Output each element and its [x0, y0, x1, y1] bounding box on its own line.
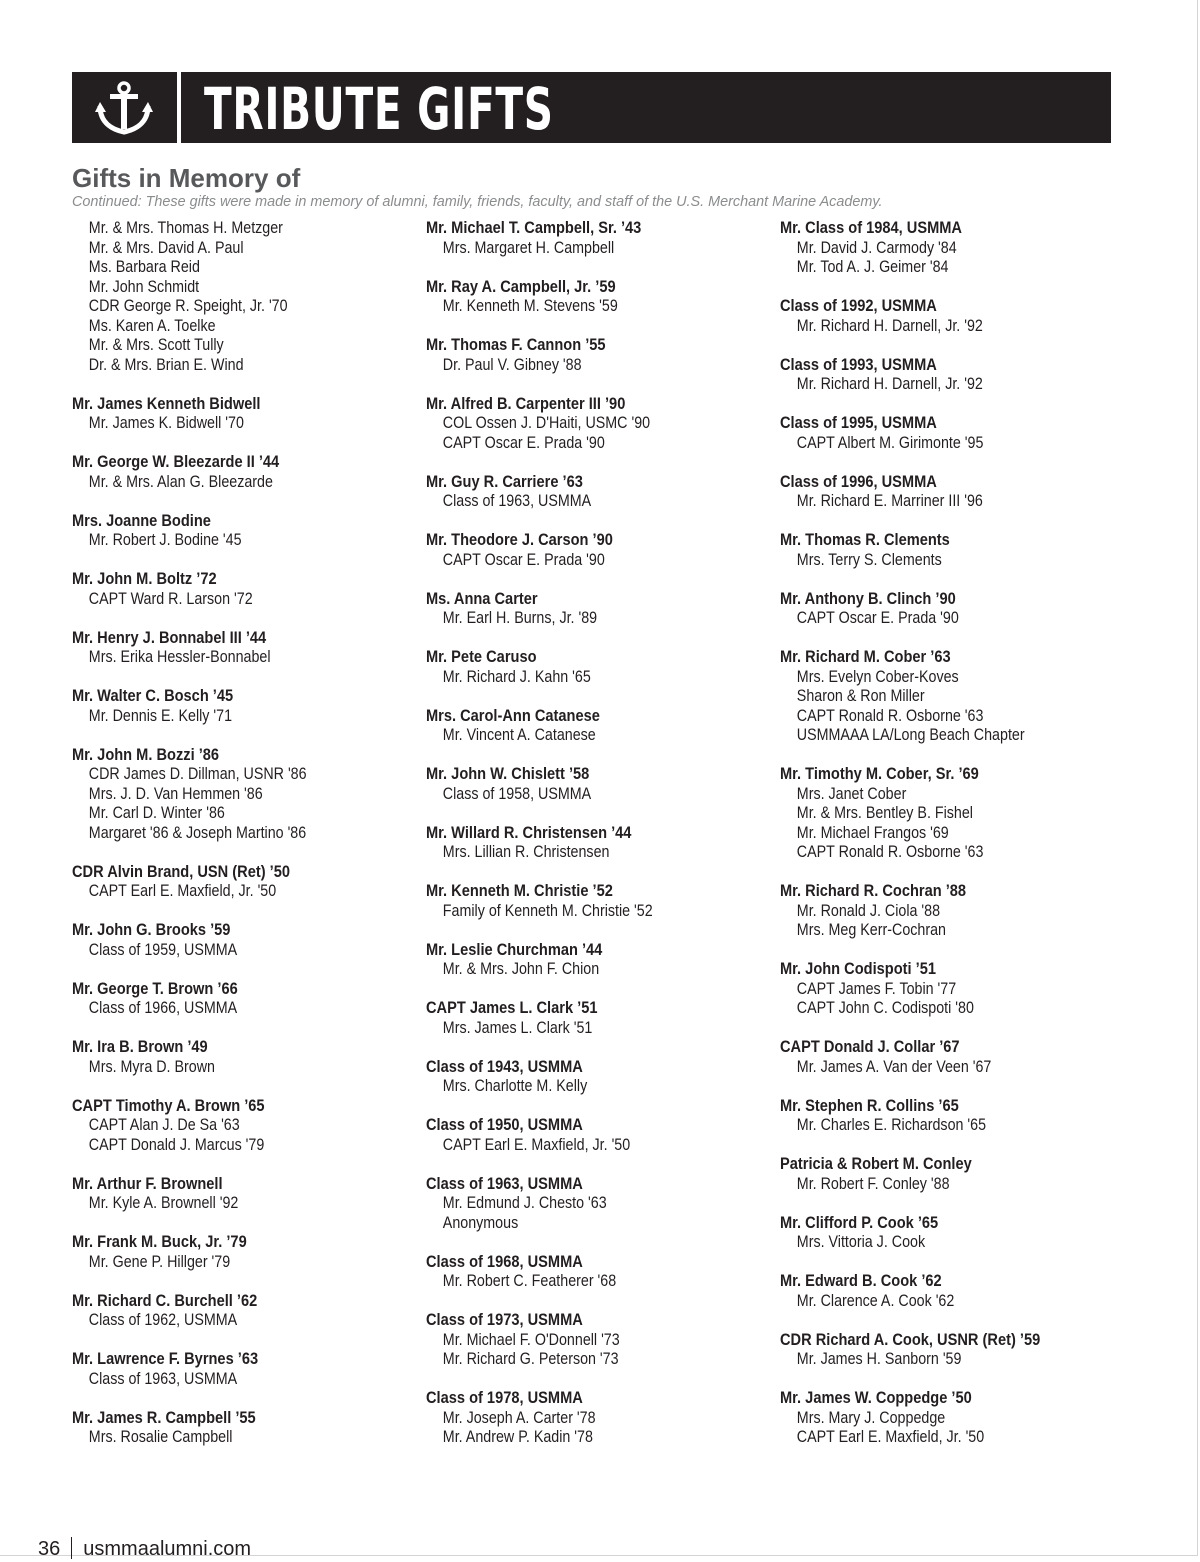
- tribute-entry: [780, 1096, 1120, 1135]
- honoree-name: Mr. Richard R. Cochran ’88: [780, 881, 967, 900]
- donor-name: CDR George R. Speight, Jr. '70: [88, 296, 288, 315]
- donor-name: CAPT Ronald R. Osborne '63: [796, 842, 984, 861]
- donor-name: Mrs. Terry S. Clements: [796, 549, 942, 569]
- honoree-name: CAPT Donald J. Collar ’67: [780, 1037, 960, 1056]
- tribute-entry: [426, 1174, 766, 1233]
- donor-name: Mr. Charles E. Richardson '65: [796, 1115, 987, 1134]
- honoree-name: CDR Alvin Brand, USN (Ret) ’50: [72, 861, 290, 881]
- tribute-entry: [426, 998, 766, 1037]
- donor-name: CAPT Alan J. De Sa '63: [88, 1115, 240, 1134]
- donor-name: Mr. Dennis E. Kelly '71: [88, 705, 233, 725]
- donor-name: COL Ossen J. D'Haiti, USMC '90: [442, 413, 651, 432]
- donor-name: CAPT Albert M. Girimonte '95: [796, 432, 984, 452]
- tribute-entry: [426, 823, 766, 862]
- honoree-name: Mr. James W. Coppedge ’50: [780, 1388, 972, 1407]
- column-3: [780, 218, 1120, 1466]
- honoree-name: Mr. Edward B. Cook ’62: [780, 1271, 942, 1290]
- honoree-name: Ms. Anna Carter: [426, 588, 538, 608]
- footer-website: usmmaalumni.com: [83, 1538, 252, 1560]
- donor-name: Mr. & Mrs. Thomas H. Metzger: [88, 218, 283, 237]
- honoree-name: Mr. Richard M. Cober ’63: [780, 647, 951, 666]
- tribute-entry: [72, 569, 412, 608]
- footer-divider: [71, 1537, 72, 1559]
- donor-name: Mr. Robert F. Conley '88: [796, 1173, 950, 1193]
- donor-name: Class of 1958, USMMA: [442, 783, 592, 803]
- donor-name: Dr. Paul V. Gibney '88: [442, 354, 582, 374]
- donor-name: Mr. & Mrs. Scott Tully: [88, 335, 224, 354]
- donor-name: Mr. Michael F. O'Donnell '73: [442, 1329, 620, 1349]
- tribute-entry: [426, 1252, 766, 1291]
- tribute-entry: [72, 628, 412, 667]
- donor-name: Class of 1962, USMMA: [88, 1310, 238, 1329]
- tribute-entry: [72, 394, 412, 433]
- honoree-name: Class of 1995, USMMA: [780, 413, 937, 432]
- tribute-entry: [72, 686, 412, 725]
- tribute-entry: [780, 296, 1120, 335]
- donor-name: Class of 1963, USMMA: [88, 1368, 238, 1388]
- donor-name: Mr. Kenneth M. Stevens '59: [442, 296, 618, 315]
- donor-name: Mr. Earl H. Burns, Jr. '89: [442, 608, 598, 627]
- donor-name: Mr. Michael Frangos '69: [796, 822, 949, 842]
- tribute-entry: [780, 1271, 1120, 1310]
- tribute-entry: [780, 413, 1120, 452]
- honoree-name: Mr. John W. Chislett ’58: [426, 764, 590, 783]
- page-banner: [72, 72, 1111, 143]
- honoree-name: Mr. George W. Bleezarde II ’44: [72, 452, 280, 471]
- honoree-name: Mr. Lawrence F. Byrnes ’63: [72, 1349, 259, 1368]
- honoree-name: Class of 1973, USMMA: [426, 1310, 583, 1329]
- tribute-entry: [426, 335, 766, 374]
- donor-name: USMMAAA LA/Long Beach Chapter: [796, 725, 1025, 744]
- donor-name: Mrs. Vittoria J. Cook: [796, 1232, 926, 1251]
- donor-name: CAPT James F. Tobin '77: [796, 978, 957, 998]
- donor-name: Class of 1966, USMMA: [88, 998, 238, 1017]
- tribute-entry: [780, 530, 1120, 569]
- donor-name: CAPT Oscar E. Prada '90: [442, 549, 605, 569]
- donor-name: Mr. Vincent A. Catanese: [442, 725, 596, 744]
- donor-name: Mr. & Mrs. Bentley B. Fishel: [796, 803, 973, 822]
- tribute-entry: [780, 355, 1120, 394]
- donor-name: CAPT Earl E. Maxfield, Jr. '50: [88, 881, 277, 900]
- tribute-entry: [426, 394, 766, 453]
- donor-name: Mr. Kyle A. Brownell '92: [88, 1193, 239, 1212]
- donor-name: CDR James D. Dillman, USNR '86: [88, 764, 307, 783]
- tribute-entry: [72, 745, 412, 843]
- honoree-name: Mr. Class of 1984, USMMA: [780, 218, 962, 237]
- honoree-name: Mr. Pete Caruso: [426, 647, 537, 666]
- tribute-entry: [72, 511, 412, 550]
- tribute-entry: [72, 1291, 412, 1330]
- page-number: 36: [38, 1538, 61, 1560]
- donor-name: Class of 1963, USMMA: [442, 491, 592, 510]
- donor-name: CAPT John C. Codispoti '80: [796, 998, 974, 1017]
- tribute-entry: [780, 764, 1120, 862]
- tribute-entry: [780, 959, 1120, 1018]
- donor-name: Mrs. James L. Clark '51: [442, 1017, 593, 1037]
- tribute-entry: [72, 1232, 412, 1271]
- honoree-name: Mrs. Joanne Bodine: [72, 510, 211, 530]
- honoree-name: Mr. Ray A. Campbell, Jr. ’59: [426, 276, 616, 296]
- donor-name: Mr. Richard H. Darnell, Jr. '92: [796, 315, 983, 335]
- donor-name: Mrs. Mary J. Coppedge: [796, 1407, 946, 1427]
- honoree-name: Class of 1963, USMMA: [426, 1173, 583, 1193]
- tribute-entry: [426, 589, 766, 628]
- donor-name: Mrs. Margaret H. Campbell: [442, 237, 615, 257]
- tribute-entry: [426, 1388, 766, 1447]
- tribute-entry: [780, 1154, 1120, 1193]
- honoree-name: Mr. Kenneth M. Christie ’52: [426, 881, 613, 900]
- banner-title: TRIBUTE GIFTS: [204, 75, 554, 143]
- donor-name: Mr. James A. Van der Veen '67: [796, 1056, 992, 1076]
- honoree-name: Mr. Clifford P. Cook ’65: [780, 1212, 939, 1232]
- tribute-entry: [426, 1115, 766, 1154]
- donor-name: CAPT Ronald R. Osborne '63: [796, 705, 984, 725]
- donor-name: Ms. Karen A. Toelke: [88, 315, 216, 335]
- donor-name: Mr. Carl D. Winter '86: [88, 803, 225, 822]
- tribute-entry: [72, 1349, 412, 1388]
- honoree-name: Class of 1993, USMMA: [780, 354, 937, 374]
- donor-name: Mr. Clarence A. Cook '62: [796, 1290, 955, 1310]
- honoree-name: Class of 1978, USMMA: [426, 1388, 583, 1407]
- banner-divider: [177, 72, 181, 143]
- donor-name: Mr. Joseph A. Carter '78: [442, 1407, 596, 1427]
- tribute-entry: [72, 452, 412, 491]
- donor-name: Margaret '86 & Joseph Martino '86: [88, 822, 307, 842]
- donor-name: Mr. John Schmidt: [88, 276, 200, 296]
- donor-name: Anonymous: [442, 1212, 519, 1232]
- donor-name: Mr. & Mrs. David A. Paul: [88, 237, 244, 257]
- section-subtitle: Continued: These gifts were made in memory of alumni, family, friends, faculty, and staff of the U.S. Merchant Marine Academy.: [72, 194, 883, 210]
- honoree-name: Mr. Leslie Churchman ’44: [426, 939, 603, 959]
- honoree-name: Mr. Arthur F. Brownell: [72, 1173, 223, 1193]
- tribute-entry: [426, 472, 766, 511]
- honoree-name: CAPT Timothy A. Brown ’65: [72, 1095, 265, 1115]
- honoree-name: Mr. John G. Brooks ’59: [72, 920, 231, 939]
- tribute-entry: [780, 218, 1120, 277]
- donor-name: Sharon & Ron Miller: [796, 686, 925, 705]
- honoree-name: Class of 1950, USMMA: [426, 1115, 583, 1134]
- donor-name: Mrs. Charlotte M. Kelly: [442, 1076, 588, 1095]
- tribute-entry: [426, 764, 766, 803]
- honoree-name: CAPT James L. Clark ’51: [426, 998, 598, 1017]
- donor-name: Mrs. Evelyn Cober-Koves: [796, 666, 959, 686]
- donor-name: Mrs. Meg Kerr-Cochran: [796, 920, 946, 939]
- donor-name: Mr. David J. Carmody '84: [796, 237, 957, 257]
- donor-name: Mr. Ronald J. Ciola '88: [796, 900, 941, 920]
- tribute-entry: [426, 881, 766, 920]
- tribute-entry: [780, 1330, 1120, 1369]
- honoree-name: Mr. Thomas R. Clements: [780, 530, 950, 549]
- donor-name: CAPT Earl E. Maxfield, Jr. '50: [796, 1427, 985, 1446]
- honoree-name: Class of 1943, USMMA: [426, 1056, 583, 1076]
- honoree-name: Mr. Timothy M. Cober, Sr. ’69: [780, 764, 979, 783]
- tribute-entry: [426, 647, 766, 686]
- donor-name: Mr. Tod A. J. Geimer '84: [796, 257, 949, 276]
- donor-name: Mr. Andrew P. Kadin '78: [442, 1427, 593, 1446]
- tribute-entry: [72, 920, 412, 959]
- tribute-entry: [72, 1037, 412, 1076]
- honoree-name: Mr. Thomas F. Cannon ’55: [426, 335, 606, 354]
- honoree-name: Mr. Frank M. Buck, Jr. ’79: [72, 1232, 247, 1251]
- donor-name: Mr. Richard G. Peterson '73: [442, 1349, 619, 1368]
- honoree-name: Mr. James R. Campbell ’55: [72, 1407, 256, 1427]
- donor-name: Mr. James H. Sanborn '59: [796, 1349, 962, 1368]
- tribute-entry: [72, 1096, 412, 1155]
- donor-name: Mrs. J. D. Van Hemmen '86: [88, 783, 263, 803]
- honoree-name: Mr. John Codispoti ’51: [780, 959, 936, 978]
- honoree-name: Mr. Alfred B. Carpenter III ’90: [426, 393, 626, 413]
- donor-name: CAPT Ward R. Larson '72: [88, 588, 253, 608]
- donor-name: CAPT Oscar E. Prada '90: [442, 432, 605, 452]
- donor-name: Mr. Richard H. Darnell, Jr. '92: [796, 374, 983, 393]
- donor-name: Mr. Richard E. Marriner III '96: [796, 491, 983, 510]
- section-title: Gifts in Memory of: [72, 163, 301, 193]
- donor-name: Mr. Gene P. Hillger '79: [88, 1251, 231, 1271]
- tribute-entry: [780, 1037, 1120, 1076]
- donor-name: Mr. Richard J. Kahn '65: [442, 666, 591, 686]
- honoree-name: Mr. George T. Brown ’66: [72, 978, 238, 998]
- column-2: [426, 218, 766, 1466]
- tribute-entry: [426, 277, 766, 316]
- donor-name: CAPT Earl E. Maxfield, Jr. '50: [442, 1134, 631, 1154]
- tribute-entry: [780, 472, 1120, 511]
- tribute-entry: [426, 218, 766, 257]
- honoree-name: Mr. Guy R. Carriere ’63: [426, 471, 583, 491]
- honoree-name: Mr. Michael T. Campbell, Sr. ’43: [426, 218, 642, 237]
- donor-name: CAPT Donald J. Marcus '79: [88, 1134, 265, 1154]
- tribute-entry: [426, 530, 766, 569]
- donor-name: Mr. Robert J. Bodine '45: [88, 530, 242, 549]
- tribute-entry: [72, 218, 412, 374]
- donor-name: Mr. Edmund J. Chesto '63: [442, 1193, 607, 1212]
- donor-name: Ms. Barbara Reid: [88, 257, 200, 276]
- honoree-name: Class of 1968, USMMA: [426, 1251, 583, 1271]
- donor-name: Family of Kenneth M. Christie '52: [442, 900, 653, 920]
- donor-name: Mr. Robert C. Featherer '68: [442, 1271, 617, 1290]
- honoree-name: Mr. Theodore J. Carson ’90: [426, 530, 613, 549]
- tribute-entry: [780, 881, 1120, 940]
- donor-name: CAPT Oscar E. Prada '90: [796, 608, 959, 627]
- tribute-entry: [426, 1057, 766, 1096]
- honoree-name: Class of 1992, USMMA: [780, 296, 937, 315]
- page-footer: [38, 1536, 251, 1562]
- tribute-entry: [72, 862, 412, 901]
- honoree-name: Mrs. Carol-Ann Catanese: [426, 705, 600, 725]
- honoree-name: Mr. Ira B. Brown ’49: [72, 1037, 208, 1056]
- donor-name: Mr. & Mrs. John F. Chion: [442, 959, 600, 978]
- honoree-name: Mr. John M. Bozzi ’86: [72, 744, 220, 764]
- honoree-name: Mr. Stephen R. Collins ’65: [780, 1095, 959, 1115]
- donor-name: Mrs. Myra D. Brown: [88, 1056, 215, 1076]
- column-1: [72, 218, 412, 1466]
- tribute-entry: [780, 647, 1120, 745]
- tribute-entry: [72, 1174, 412, 1213]
- honoree-name: Mr. Walter C. Bosch ’45: [72, 686, 234, 705]
- donor-name: Mrs. Lillian R. Christensen: [442, 842, 610, 861]
- tribute-entry: [72, 979, 412, 1018]
- honoree-name: Mr. Willard R. Christensen ’44: [426, 822, 632, 842]
- donor-name: Mr. & Mrs. Alan G. Bleezarde: [88, 471, 273, 491]
- tribute-entry: [780, 1213, 1120, 1252]
- tribute-entry: [780, 1388, 1120, 1447]
- anchor-icon: [94, 80, 154, 136]
- honoree-name: Mr. Anthony B. Clinch ’90: [780, 588, 956, 608]
- honoree-name: Mr. Richard C. Burchell ’62: [72, 1290, 258, 1310]
- donor-name: Class of 1959, USMMA: [88, 939, 238, 959]
- donor-name: Mrs. Rosalie Campbell: [88, 1427, 233, 1446]
- donor-name: Mrs. Erika Hessler-Bonnabel: [88, 647, 271, 666]
- donor-name: Dr. & Mrs. Brian E. Wind: [88, 354, 244, 374]
- tribute-entry: [780, 589, 1120, 628]
- tribute-entry: [72, 1408, 412, 1447]
- honoree-name: Mr. James Kenneth Bidwell: [72, 393, 261, 413]
- donor-name: Mr. James K. Bidwell '70: [88, 413, 244, 432]
- honoree-name: Class of 1996, USMMA: [780, 471, 937, 491]
- honoree-name: CDR Richard A. Cook, USNR (Ret) ’59: [780, 1329, 1041, 1349]
- honoree-name: Patricia & Robert M. Conley: [780, 1154, 972, 1173]
- tribute-entry: [426, 1310, 766, 1369]
- honoree-name: Mr. Henry J. Bonnabel III ’44: [72, 627, 267, 647]
- honoree-name: Mr. John M. Boltz ’72: [72, 569, 217, 588]
- tribute-entry: [426, 706, 766, 745]
- tribute-entry: [426, 940, 766, 979]
- donor-name: Mrs. Janet Cober: [796, 783, 907, 803]
